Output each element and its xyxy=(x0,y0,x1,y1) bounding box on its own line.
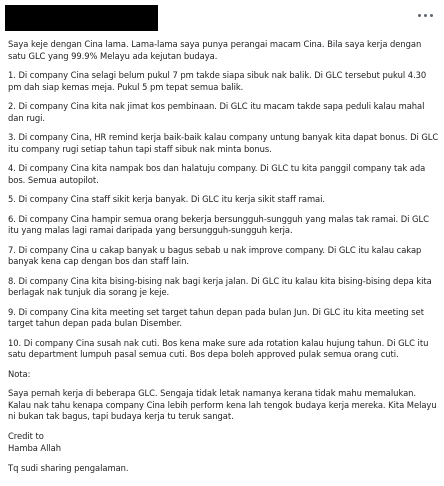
post-point-3: 3. Di company Cina, HR remind kerja baik-baik kalau company untung banyak kita dapat bonus. Di GLC itu company rugi setiap tahun tapi staff sibuk nak minta bonus. xyxy=(8,132,439,154)
post-point-1: 1. Di company Cina selagi belum pukul 7 pm takde siapa sibuk nak balik. Di GLC tersebut pukul 4.30 pm dah siap kemas meja. Pukul 5 pm tepat semua balik. xyxy=(8,70,427,92)
post-point-6: 6. Di company Cina hampir semua orang bekerja bersungguh-sungguh yang malas tak ramai. Di GLC itu yang malas lagi ramai daripada yang bersungguh-sungguh kerja. xyxy=(8,213,429,235)
closing-text: Tq sudi sharing pengalaman. xyxy=(8,462,129,473)
post-point-2: 2. Di company Cina kita nak jimat kos pembinaan. Di GLC itu macam takde sapa peduli kalau mahal dan rugi. xyxy=(8,101,425,123)
post-intro: Saya keje dengan Cina lama. Lama-lama saya punya perangai macam Cina. Bila saya kerja dengan satu GLC yang 99.9% Melayu ada kejutan budaya. xyxy=(8,39,422,61)
post-point-10: 10. Di company Cina susah nak cuti. Bos kena make sure ada rotation kalau hujung tahun. Di GLC itu satu department lumpuh pasal semua cuti. Bos depa boleh approved pulak semua orang cuti. xyxy=(8,337,429,359)
post-point-7: 7. Di company Cina u cakap banyak u bagus sebab u nak improve company. Di GLC itu kalau cakap banyak kena cap dengan bos dan staff lain. xyxy=(8,244,422,266)
post-point-4: 4. Di company Cina kita nampak bos dan halatuju company. Di GLC tu kita panggil company tak ada bos. Semua autopilot. xyxy=(8,163,426,185)
credit-label: Credit to xyxy=(8,430,44,441)
post-options-button[interactable] xyxy=(416,9,436,23)
credit-name: Hamba Allah xyxy=(8,443,61,453)
post-point-9: 9. Di company Cina kita meeting set target tahun depan pada bulan Jun. Di GLC itu kita meeting set target tahun depan pada bulan Disember. xyxy=(8,306,424,328)
nota-label: Nota: xyxy=(8,368,31,379)
post-point-5: 5. Di company Cina staff sikit kerja banyak. Di GLC itu kerja sikit staff ramai. xyxy=(8,194,326,204)
more-horizontal-icon xyxy=(418,14,434,18)
post-point-8: 8. Di company Cina kita bising-bising nak bagi kerja jalan. Di GLC itu kalau kita bising-bising depa kita berlagak nak tunjuk dia sorang je keje. xyxy=(8,275,432,297)
post-body xyxy=(8,39,440,474)
nota-text: Saya pernah kerja di beberapa GLC. Sengaja tidak letak namanya kerana tidak mahu memalukan. Kalau nak tahu kenapa company Cina lebih perform kena lah tengok budaya kerja mereka. Kita Melayu ni bukan tak bagus, tapi budaya kerja tu teruk sangat. xyxy=(8,388,437,421)
redacted-author-name xyxy=(5,5,158,31)
post-header xyxy=(0,0,444,36)
